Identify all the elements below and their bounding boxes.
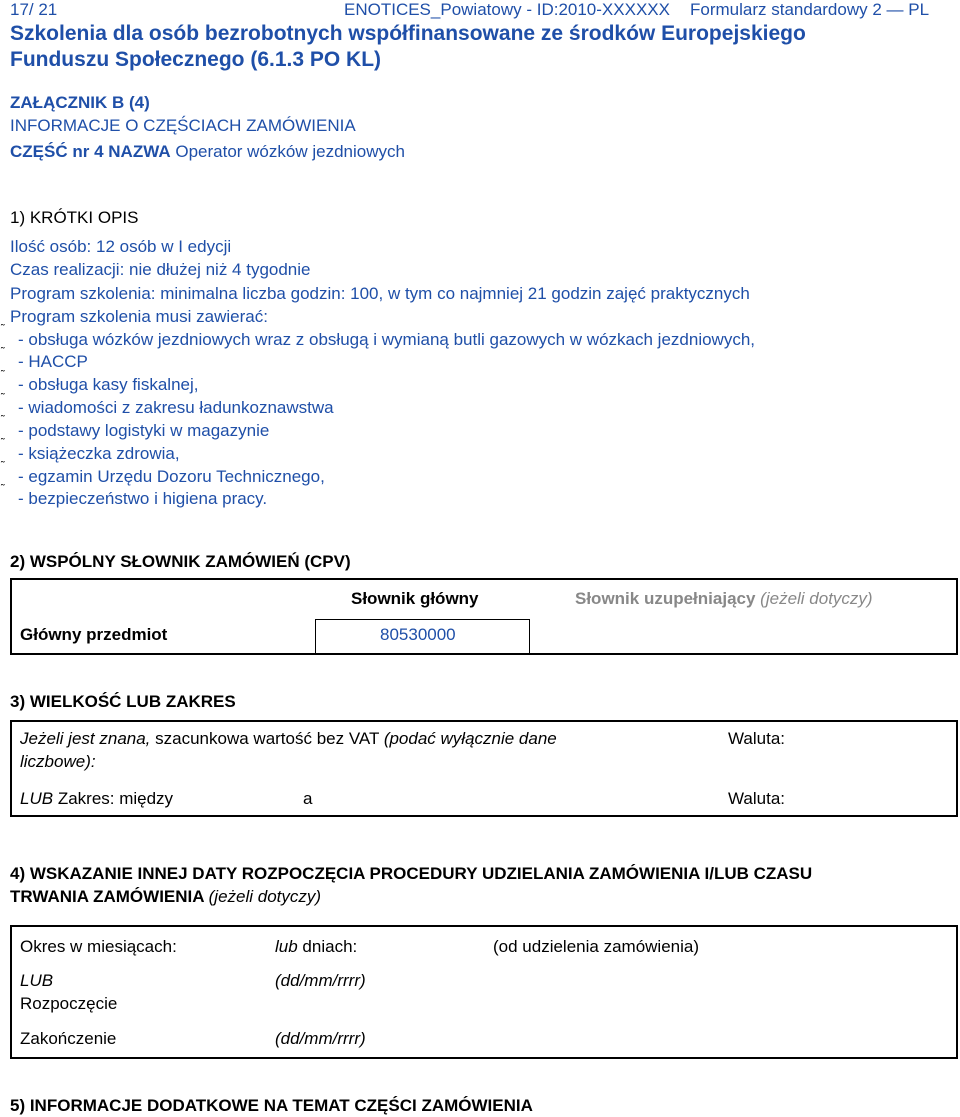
from-label: (od udzielenia zamówienia) <box>493 937 700 956</box>
part-number: 4 <box>94 142 104 161</box>
section-2-heading: 2) WSPÓLNY SŁOWNIK ZAMÓWIEŃ (CPV) <box>10 552 351 571</box>
tilde-marker: ˜ <box>1 392 5 404</box>
estimate-ital: Jeżeli jest znana, <box>20 729 151 748</box>
page-number: 17/ 21 <box>10 0 58 19</box>
section-4-note: (jeżeli dotyczy) <box>208 887 322 906</box>
section-1-heading: 1) KRÓTKI OPIS <box>10 208 139 227</box>
end-date-format: (dd/mm/rrrr) <box>275 1029 366 1048</box>
estimate-line <box>20 729 557 749</box>
cpv-supp-label: Słownik uzupełniający <box>575 589 756 608</box>
title-line-1: Szkolenia dla osób bezrobotnych współfinansowane ze środków Europejskiego <box>10 22 806 45</box>
s1-bullet: - obsługa wózków jezdniowych wraz z obsługą i wymianą butli gazowych w wózkach jezdniowych, <box>18 330 756 349</box>
range-label: Zakres: między <box>57 789 174 808</box>
cpv-main-header: Słownik główny <box>351 589 479 608</box>
estimate-note-cont: liczbowe): <box>20 752 96 771</box>
cpv-code: 80530000 <box>380 625 456 644</box>
title-line-2: Funduszu Społecznego (6.1.3 PO KL) <box>10 48 382 71</box>
tilde-marker: ˜ <box>1 323 5 335</box>
section-4-heading: 4) WSKAZANIE INNEJ DATY ROZPOCZĘCIA PROCEDURY UDZIELANIA ZAMÓWIENIA I/LUB CZASU <box>10 864 813 883</box>
annex-label: ZAŁĄCZNIK B (4) <box>10 93 150 112</box>
part-prefix: CZĘŚĆ nr <box>10 142 90 161</box>
start-label: Rozpoczęcie <box>20 994 118 1013</box>
months-label: Okres w miesiącach: <box>20 937 177 956</box>
part-heading <box>10 142 405 162</box>
s1-bullet: - bezpieczeństwo i higiena pracy. <box>18 489 268 508</box>
form-name: Formularz standardowy 2 — PL <box>690 0 930 19</box>
part-name-value: Operator wózków jezdniowych <box>175 142 405 161</box>
estimate-note: (podać wyłącznie dane <box>383 729 557 748</box>
section-3-heading: 3) WIELKOŚĆ LUB ZAKRES <box>10 692 236 711</box>
tilde-marker: ˜ <box>1 483 5 495</box>
s1-line: Czas realizacji: nie dłużej niż 4 tygodnie <box>10 260 311 279</box>
currency-label: Waluta: <box>728 729 786 748</box>
s1-bullet: - podstawy logistyki w magazynie <box>18 421 270 440</box>
cpv-supp-note: (jeżeli dotyczy) <box>760 589 873 608</box>
range-line <box>20 789 173 809</box>
days-text: dniach: <box>302 937 358 956</box>
range-and: a <box>303 789 313 808</box>
s1-line: Program szkolenia: minimalna liczba godzin: 100, w tym co najmniej 21 godzin zajęć praktycznych <box>10 284 750 303</box>
tilde-marker: ˜ <box>1 346 5 358</box>
days-label <box>275 937 357 957</box>
s1-line: Program szkolenia musi zawierać: <box>10 307 268 326</box>
s1-bullet: - obsługa kasy fiskalnej, <box>18 375 199 394</box>
s1-line: Ilość osób: 12 osób w I edycji <box>10 237 232 256</box>
section-4-heading-cont <box>10 887 321 907</box>
end-label: Zakończenie <box>20 1029 117 1048</box>
section-5-heading: 5) INFORMACJE DODATKOWE NA TEMAT CZĘŚCI ZAMÓWIENIA <box>10 1096 533 1115</box>
annex-subtitle: INFORMACJE O CZĘŚCIACH ZAMÓWIENIA <box>10 116 356 135</box>
days-lub: lub <box>275 937 298 956</box>
currency-label-2: Waluta: <box>728 789 786 808</box>
document-id: ENOTICES_Powiatowy - ID:2010-XXXXXX <box>344 0 670 19</box>
cpv-row-label: Główny przedmiot <box>20 625 168 644</box>
estimate-plain: szacunkowa wartość bez VAT <box>155 729 380 748</box>
section-4-heading-2: TRWANIA ZAMÓWIENIA <box>10 887 204 906</box>
tilde-marker: ˜ <box>1 437 5 449</box>
start-date-format: (dd/mm/rrrr) <box>275 971 366 990</box>
start-lub: LUB <box>20 971 54 990</box>
range-lub: LUB <box>20 789 54 808</box>
tilde-marker: ˜ <box>1 414 5 426</box>
s1-bullet: - egzamin Urzędu Dozoru Technicznego, <box>18 467 325 486</box>
part-name-label: NAZWA <box>108 142 171 161</box>
s1-bullet: - wiadomości z zakresu ładunkoznawstwa <box>18 398 334 417</box>
cpv-supp-header <box>575 589 873 609</box>
tilde-marker: ˜ <box>1 369 5 381</box>
s1-bullet: - HACCP <box>18 352 88 371</box>
s1-bullet: - książeczka zdrowia, <box>18 444 180 463</box>
tilde-marker: ˜ <box>1 460 5 472</box>
